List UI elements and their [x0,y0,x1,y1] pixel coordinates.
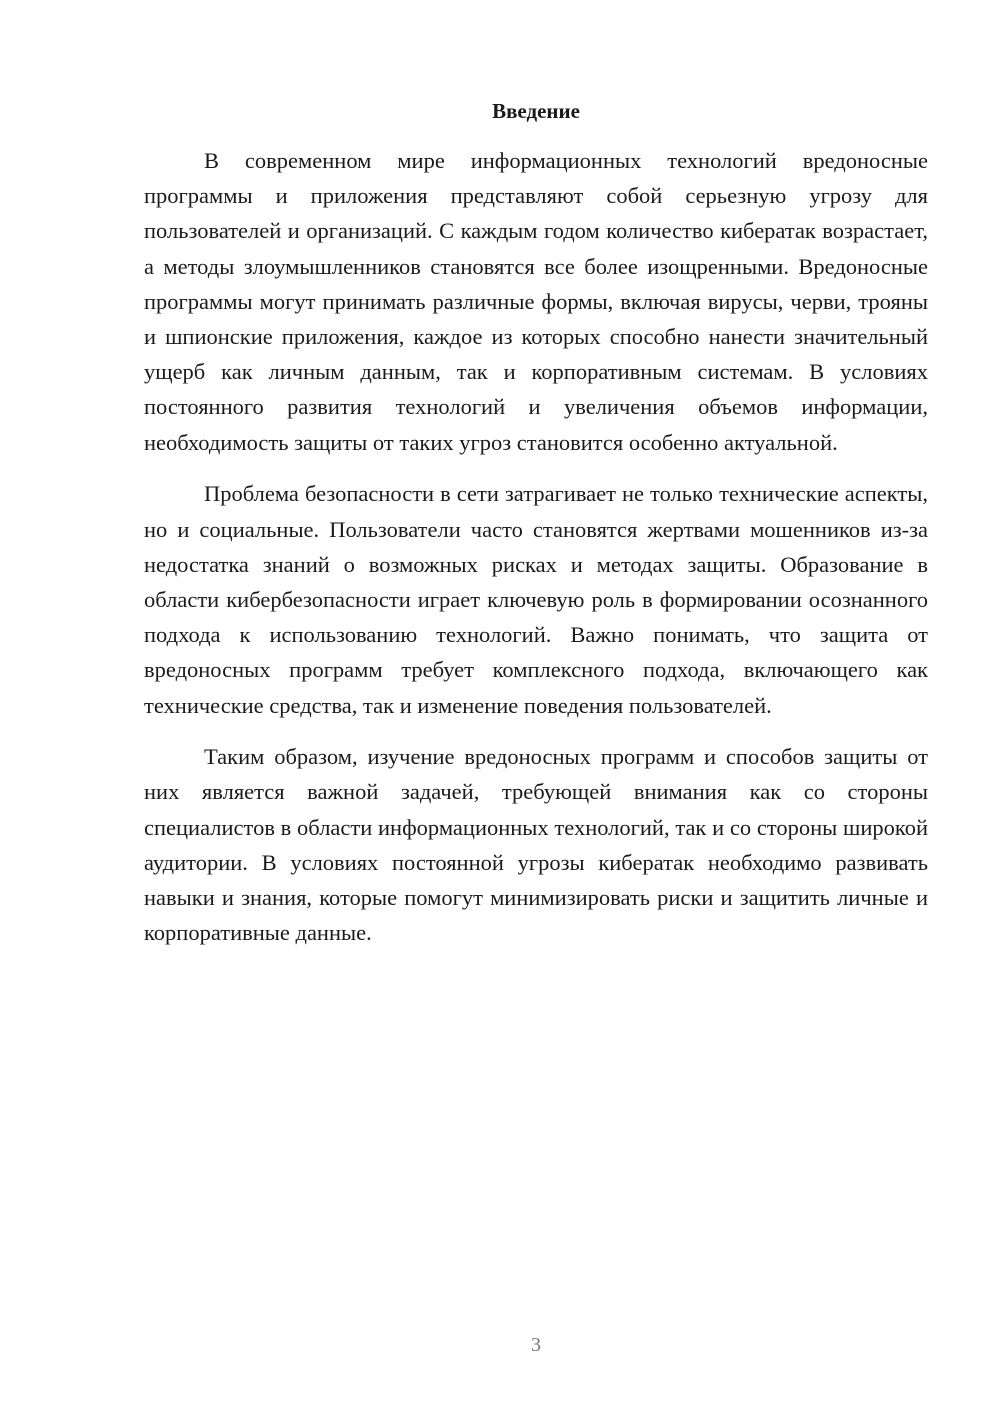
paragraph-2: Проблема безопасности в сети затрагивает не только технические аспекты, но и социальные. Пользователи часто становятся жертвами мошенников из-за недостатка знаний о возможных рисках и методах защиты. Образование в области кибербезопасности играет ключевую роль в формировании осознанного подхода к использованию технологий. Важно понимать, что защита от вредоносных программ требует комплексного подхода, включающего как технические средства, так и изменение поведения пользователей. [144,481,928,718]
body-text [144,143,928,950]
page-number: 3 [531,1334,541,1356]
section-heading: Введение [492,99,580,123]
paragraph-1: В современном мире информационных технологий вредоносные программы и приложения представляют собой серьезную угрозу для пользователей и организаций. С каждым годом количество кибератак возрастает, а методы злоумышленников становятся все более изощренными. Вредоносные программы могут принимать различные формы, включая вирусы, черви, трояны и шпионские приложения, каждое из которых способно нанести значительный ущерб как личным данным, так и корпоративным системам. В условиях постоянного развития технологий и увеличения объемов информации, необходимость защиты от таких угроз становится особенно актуальной. [144,148,928,455]
paragraph-3: Таким образом, изучение вредоносных программ и способов защиты от них является важной задачей, требующей внимания как со стороны специалистов в области информационных технологий, так и со стороны широкой аудитории. В условиях постоянной угрозы кибератак необходимо развивать навыки и знания, которые помогут минимизировать риски и защитить личные и корпоративные данные. [144,744,928,946]
